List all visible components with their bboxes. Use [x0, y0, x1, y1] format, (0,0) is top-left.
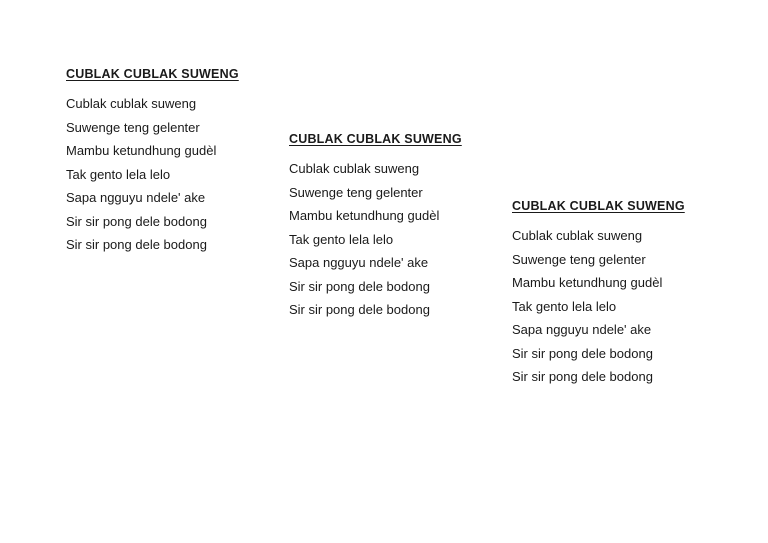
lyrics-stanza-1 [66, 66, 286, 257]
lyrics-stanza-2 [289, 131, 509, 322]
lyrics-stanza-3 [512, 198, 732, 389]
lyric-line: Sapa ngguyu ndele' ake [289, 255, 429, 270]
lyric-line: Mambu ketundhung gudèl [289, 208, 440, 223]
lyric-line: Sir sir pong dele bodong [512, 345, 653, 361]
lyric-line: Sapa ngguyu ndele' ake [66, 190, 206, 205]
lyric-line: Sir sir pong dele bodong [66, 237, 207, 252]
lyric-line: Cublak cublak suweng [66, 96, 197, 111]
stanza-lines [289, 157, 509, 322]
lyric-line: Suwenge teng gelenter [66, 119, 200, 135]
lyric-line: Mambu ketundhung gudèl [66, 143, 217, 158]
lyric-line: Cublak cublak suweng [289, 161, 420, 176]
lyric-line: Sir sir pong dele bodong [512, 369, 653, 384]
lyric-line: Sir sir pong dele bodong [66, 213, 207, 229]
lyric-line: Cublak cublak suweng [512, 228, 643, 243]
lyric-line: Sir sir pong dele bodong [289, 302, 430, 317]
lyric-line: Tak gento lela lelo [512, 298, 617, 314]
stanza-lines [66, 92, 286, 257]
lyric-line: Suwenge teng gelenter [512, 251, 646, 267]
lyric-line: Tak gento lela lelo [66, 166, 171, 182]
stanza-title: CUBLAK CUBLAK SUWENG [66, 67, 239, 81]
stanza-title: CUBLAK CUBLAK SUWENG [289, 132, 462, 146]
lyric-line: Sapa ngguyu ndele' ake [512, 322, 652, 337]
lyric-line: Sir sir pong dele bodong [289, 278, 430, 294]
stanza-title: CUBLAK CUBLAK SUWENG [512, 199, 685, 213]
lyric-line: Suwenge teng gelenter [289, 184, 423, 200]
stanza-lines [512, 224, 732, 389]
lyric-line: Mambu ketundhung gudèl [512, 275, 663, 290]
lyric-line: Tak gento lela lelo [289, 231, 394, 247]
